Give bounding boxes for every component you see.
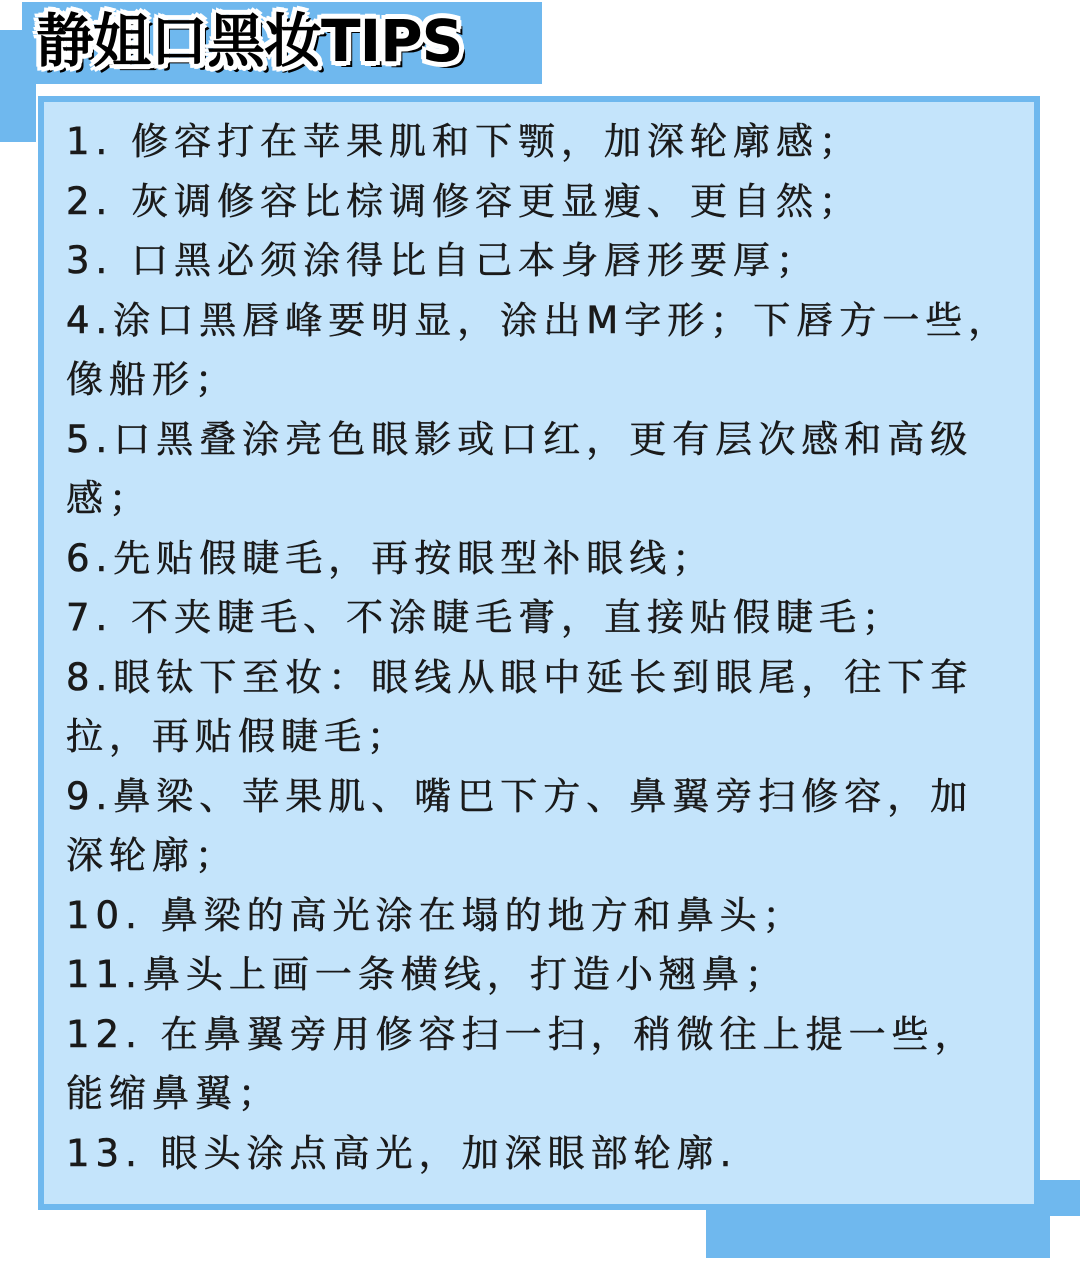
tip-item-12: 12. 在鼻翼旁用修容扫一扫，稍微往上提一些，能缩鼻翼；	[66, 1012, 978, 1115]
tip-item-4: 4.涂口黑唇峰要明显，涂出M字形；下唇方一些，像船形；	[66, 298, 1012, 401]
tip-item-11: 11.鼻头上画一条横线，打造小翘鼻；	[66, 953, 788, 996]
tip-item-13: 13. 眼头涂点高光，加深眼部轮廓.	[66, 1131, 738, 1175]
tip-item-9: 9.鼻梁、苹果肌、嘴巴下方、鼻翼旁扫修容，加深轮廓；	[66, 774, 974, 877]
page-title: 静姐口黑妆TIPS	[36, 7, 463, 75]
tip-item-1: 1. 修容打在苹果肌和下颚，加深轮廓感；	[66, 120, 863, 163]
tip-item-6: 6.先贴假睫毛，再按眼型补眼线；	[66, 536, 716, 580]
tip-item-3: 3. 口黑必须涂得比自己本身唇形要厚；	[66, 239, 820, 282]
decorative-bottom-strip-extension	[1048, 1180, 1080, 1216]
tips-panel	[38, 96, 1040, 1210]
tip-item-2: 2. 灰调修容比棕调修容更显瘦、更自然；	[66, 179, 863, 223]
tip-item-10: 10. 鼻梁的高光涂在塌的地方和鼻头；	[66, 893, 806, 937]
tip-item-7: 7. 不夹睫毛、不涂睫毛膏，直接贴假睫毛；	[66, 596, 906, 639]
tips-list	[66, 112, 1016, 1183]
tip-item-5: 5.口黑叠涂亮色眼影或口红，更有层次感和高级感；	[66, 417, 974, 520]
tip-item-8: 8.眼钛下至妆：眼线从眼中延长到眼尾，往下耷拉，再贴假睫毛；	[66, 655, 974, 758]
